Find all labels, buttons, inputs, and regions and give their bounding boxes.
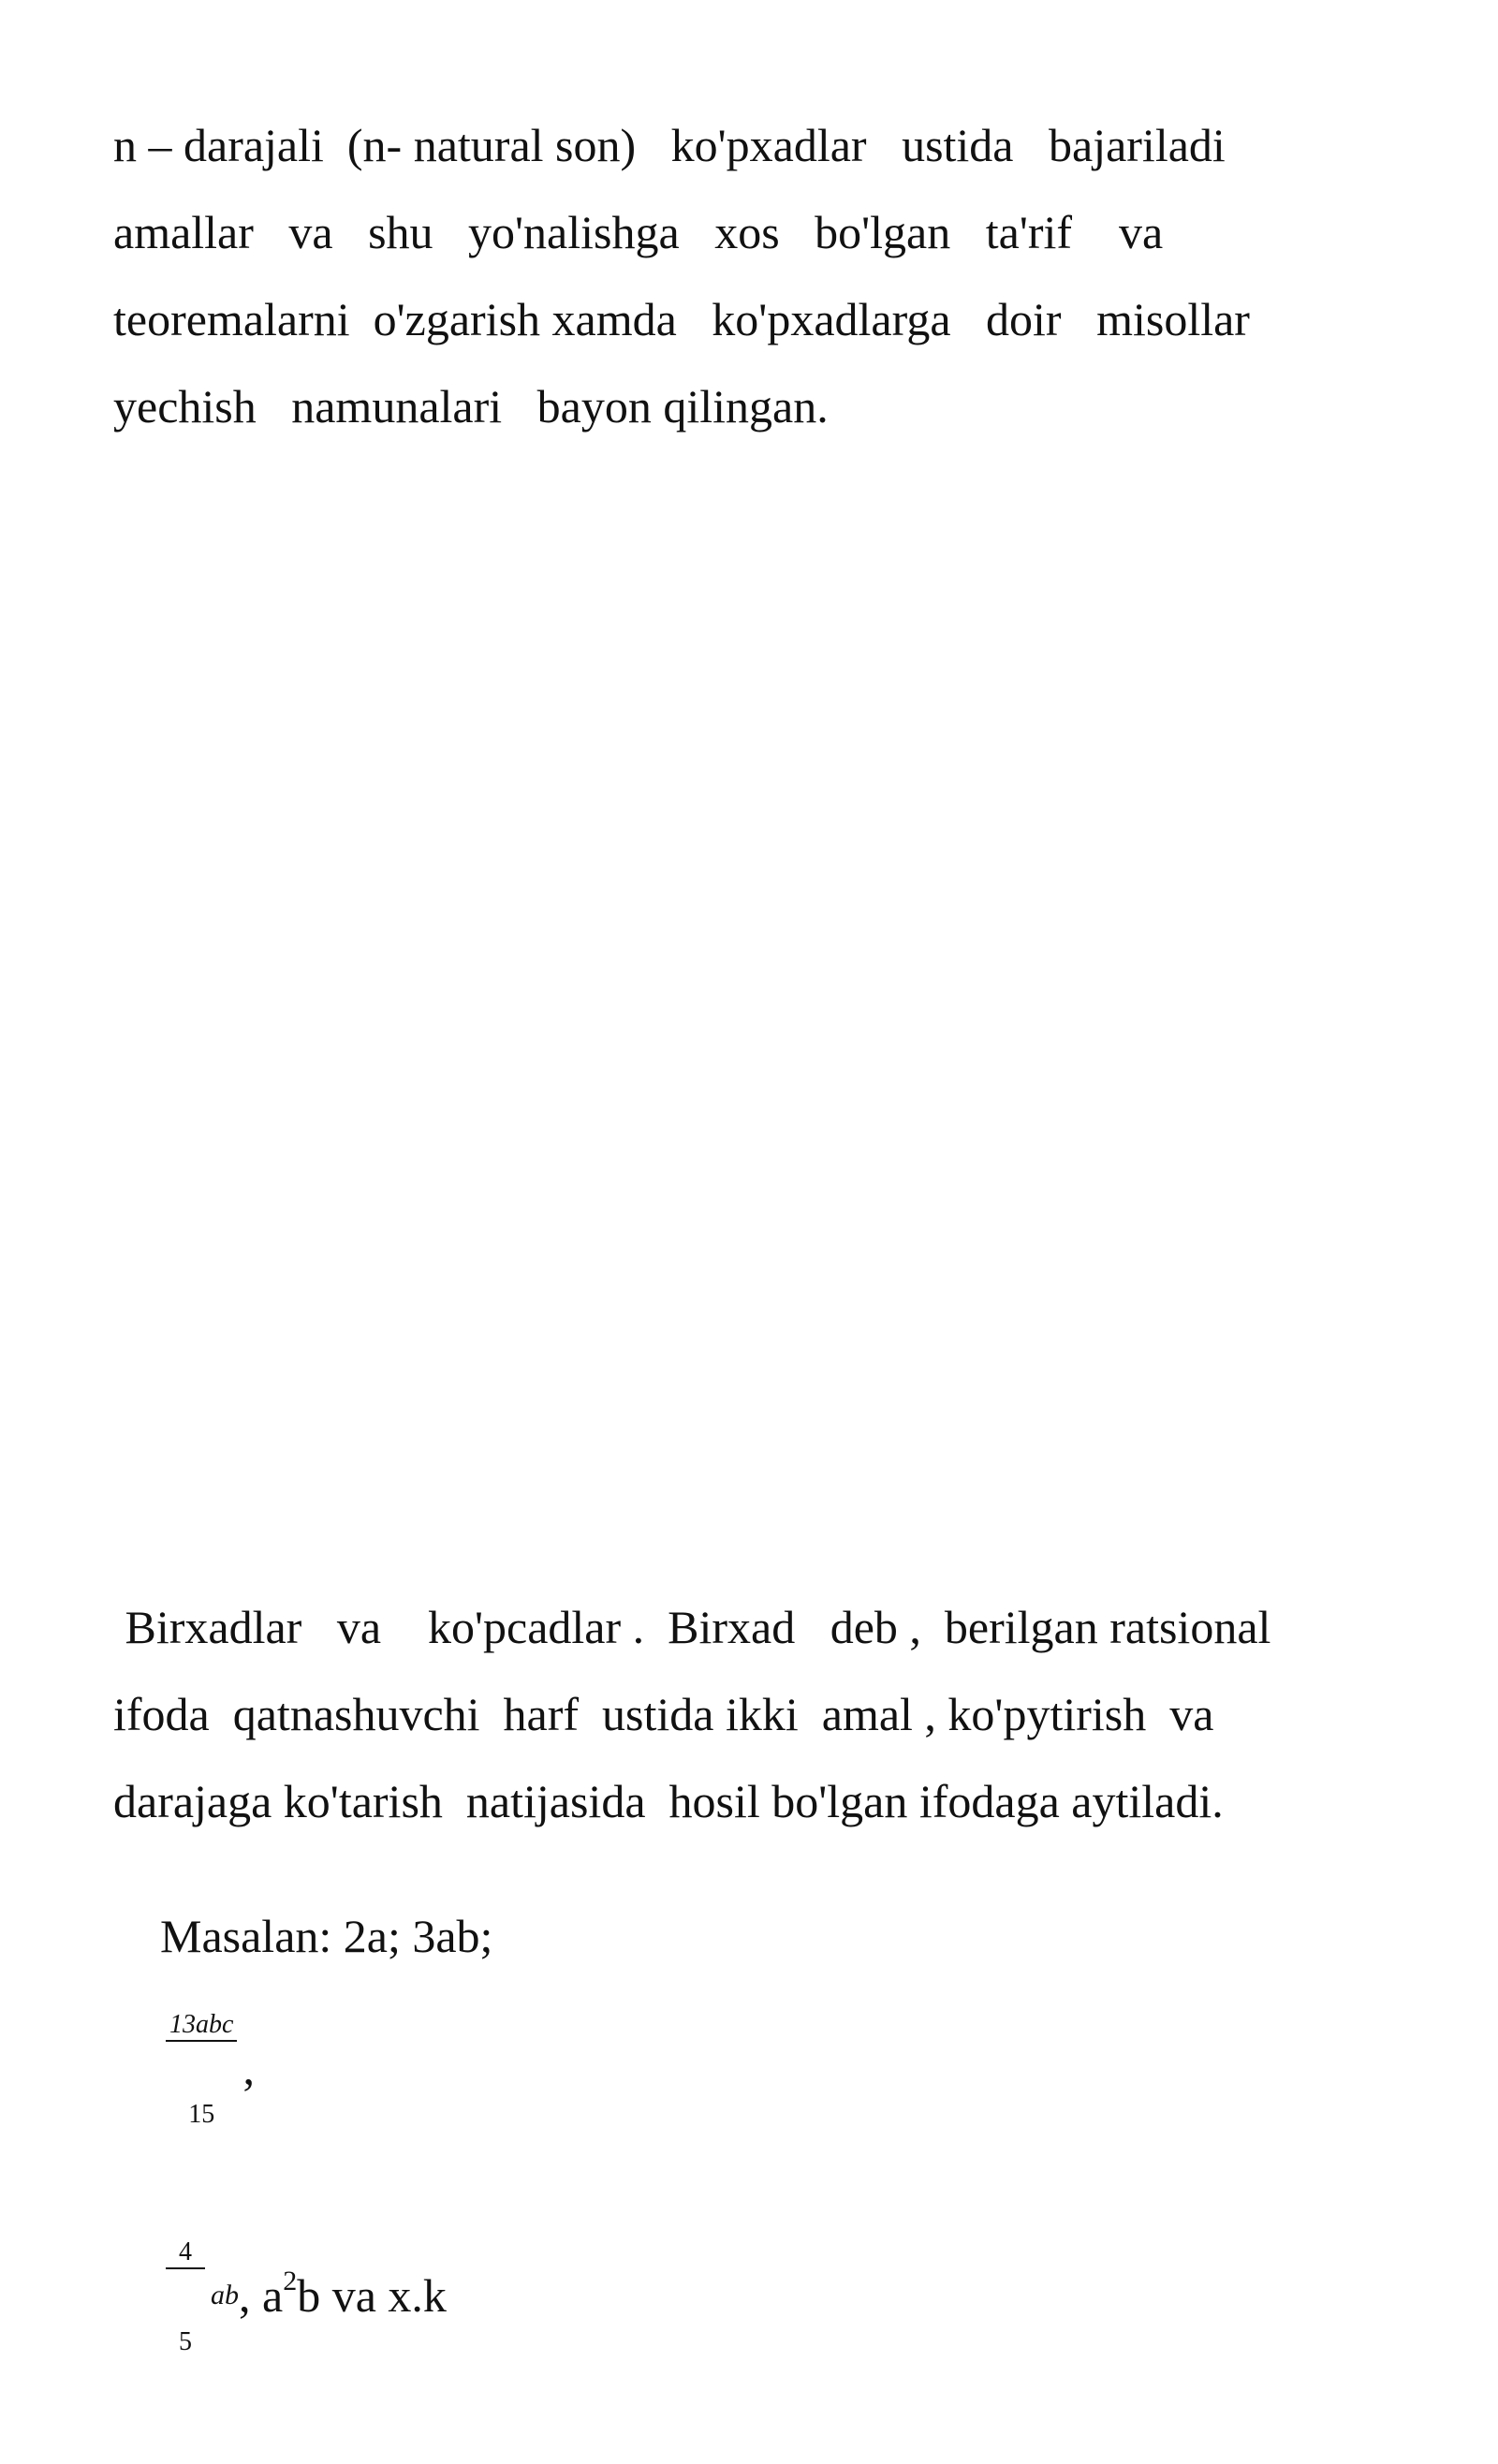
fraction-variable: ab bbox=[211, 2280, 239, 2311]
fraction-denominator: 15 bbox=[188, 2099, 215, 2129]
fraction-numerator: 13abc bbox=[166, 2011, 237, 2042]
fraction-4-over-5 bbox=[166, 2183, 205, 2411]
fraction-denominator: 5 bbox=[179, 2327, 192, 2357]
example-separator: , bbox=[242, 2042, 255, 2095]
fraction-13abc-over-15 bbox=[166, 1956, 237, 2183]
fraction-numerator: 4 bbox=[166, 2238, 205, 2269]
paragraph2-line-2: ifoda qatnashuvchi harf ustida ikki amal , ko'pytirish va bbox=[113, 1688, 1214, 1740]
example-tail-rest: b va x.k bbox=[297, 2269, 447, 2323]
paragraph2-line-3: darajaga ko'tarish natijasida hosil bo'lgan ifodaga aytiladi. bbox=[113, 1775, 1224, 1827]
paragraph1-line-1: n – darajali (n- natural son) ko'pxadlar ustida bajariladi bbox=[113, 119, 1226, 171]
paragraph1-line-4: yechish namunalari bayon qilingan. bbox=[113, 380, 829, 433]
paragraph1-line-3: teoremalarni o'zgarish xamda ko'pxadlarga doir misollar bbox=[113, 293, 1250, 345]
exponent: 2 bbox=[283, 2265, 298, 2296]
paragraph2-line-1: Birxadlar va ko'pcadlar . Birxad deb , berilgan ratsional bbox=[113, 1601, 1271, 1653]
example-prefix: Masalan: 2a; 3ab; bbox=[160, 1910, 493, 1962]
paragraph1-line-2: amallar va shu yo'nalishga xos bo'lgan ta'rif va bbox=[113, 206, 1164, 258]
example-line bbox=[113, 1866, 492, 2461]
example-tail-base: , a bbox=[239, 2269, 284, 2323]
